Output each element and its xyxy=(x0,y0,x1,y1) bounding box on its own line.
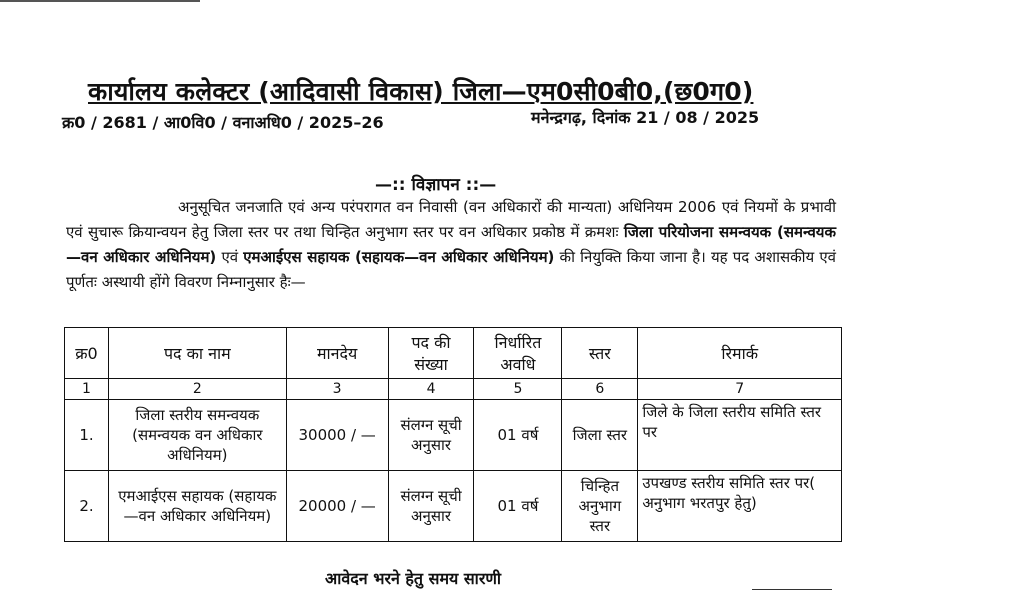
notice-heading: —:: विज्ञापन ::— xyxy=(375,175,497,195)
cell-sno: 2. xyxy=(65,471,109,542)
column-number: 4 xyxy=(388,379,474,400)
header-level: स्तर xyxy=(562,328,638,379)
column-number: 5 xyxy=(474,379,562,400)
column-number: 6 xyxy=(562,379,638,400)
top-edge-line xyxy=(0,0,200,8)
column-number: 7 xyxy=(638,379,842,400)
cell-level: चिन्हित अनुभाग स्तर xyxy=(562,471,638,542)
column-number: 2 xyxy=(108,379,286,400)
cell-post-name: एमआईएस सहायक (सहायक—वन अधिकार अधिनियम) xyxy=(108,471,286,542)
posts-table xyxy=(64,327,842,542)
para-text-3: की नियुक्ति किया जाना है। यह पद अशासकीय एवं पूर्णतः अस्थायी होंगे विवरण निम्नानुसार हैः— xyxy=(66,248,836,291)
header-sno: क्र0 xyxy=(65,328,109,379)
notice-paragraph xyxy=(66,195,836,295)
cell-duration: 01 वर्ष xyxy=(474,400,562,471)
header-duration: निर्धारित अवधि xyxy=(474,328,562,379)
table-header-row xyxy=(65,328,842,379)
place-and-date: मनेन्द्रगढ़, दिनांक 21 / 08 / 2025 xyxy=(531,108,760,127)
reference-number: क्र0 / 2681 / आ0वि0 / वनाअधि0 / 2025–26 xyxy=(62,113,384,132)
column-number: 1 xyxy=(65,379,109,400)
para-text-1: अनुसूचित जनजाति एवं अन्य परंपरागत वन निवासी (वन अधिकारों की मान्यता) अधिनियम 2006 एवं नियमों के प्रभावी एवं सुचारू क्रियान्वयन हेतु जिला स्तर पर तथा चिन्हित अनुभाग स्तर पर वन अधिकार प्रकोष्ठ में क्रमशः xyxy=(66,198,836,241)
cell-post-name: जिला स्तरीय समन्वयक (समन्वयक वन अधिकार अधिनियम) xyxy=(108,400,286,471)
table-row xyxy=(65,400,842,471)
para-post-1: जिला परियोजना समन्वयक (समन्वयक—वन अधिकार अधिनियम) xyxy=(66,223,837,266)
cell-sno: 1. xyxy=(65,400,109,471)
cell-remark: जिले के जिला स्तरीय समिति स्तर पर xyxy=(638,400,842,471)
table-row xyxy=(65,471,842,542)
schedule-title: आवेदन भरने हेतु समय सारणी xyxy=(325,569,502,588)
bottom-rule xyxy=(752,589,832,590)
header-remark: रिमार्क xyxy=(638,328,842,379)
cell-honorarium: 20000 / — xyxy=(286,471,388,542)
cell-level: जिला स्तर xyxy=(562,400,638,471)
header-honorarium: मानदेय xyxy=(286,328,388,379)
column-number-row xyxy=(65,379,842,400)
office-title: कार्यालय कलेक्टर (आदिवासी विकास) जिला—एम0सी0बी0,(छ0ग0) xyxy=(88,77,754,106)
para-text-2: एवं xyxy=(216,248,244,266)
para-post-2: एमआईएस सहायक (सहायक—वन अधिकार अधिनियम) xyxy=(243,248,555,266)
header-post-count: पद की संख्या xyxy=(388,328,474,379)
cell-remark: उपखण्ड स्तरीय समिति स्तर पर( अनुभाग भरतपुर हेतु) xyxy=(638,471,842,542)
cell-duration: 01 वर्ष xyxy=(474,471,562,542)
cell-post-count: संलग्न सूची अनुसार xyxy=(388,471,474,542)
cell-post-count: संलग्न सूची अनुसार xyxy=(388,400,474,471)
notice-body xyxy=(66,195,836,295)
cell-honorarium: 30000 / — xyxy=(286,400,388,471)
header-post-name: पद का नाम xyxy=(108,328,286,379)
column-number: 3 xyxy=(286,379,388,400)
